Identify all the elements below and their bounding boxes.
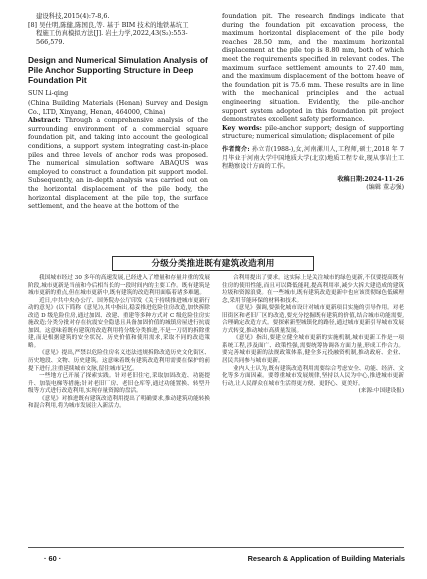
author-info: [222, 146, 404, 172]
editor: (编辑 董志强): [366, 184, 404, 192]
keywords-label: Key words:: [222, 123, 262, 132]
abstract-text-right: foundation pit. The research findings indicate that during the foundation pit excavation process, the maximum horizontal displacement of the pile body reaches 28.50 mm, and the maximum horizontal displacement at the pile top is 8.80 mm, both of which meet the requirements specified in relevant codes. The maximum surface settlement amounts to 27.40 mm, and the maximum displacement of the bottom heave of the foundation pit is 75.6 mm. These results are in line with the mechanical principles and the actual engineering situation. Evidently, the pile-anchor support system adopted in this foundation pit project demonstrates excellent safety performance.: [222, 12, 404, 124]
affiliation: (China Building Materials (Henan) Survey and Design Co., LTD, Xinyang, Henan, 464000, China): [28, 98, 208, 116]
reference-8: [8] 吴仕明,陈健,陈国良,等. 基于 BIM 技术的地铁基坑工 程施工仿真模拟方法[J]. 岩土力学,2022,43(S₂):553- 566,579.: [28, 20, 189, 46]
news-source: (来源:中国建设报): [358, 388, 404, 395]
sub-paragraph: 我国城市经过 30 多年的高速发展,已经进入了增量和存量并重的发展阶段,城市更新是当前和今后相当长的一段时间内的主要工作。既有建筑是城市更新的重点,但在城市更新中,既有建筑的改造利用面临着诸多难题。: [28, 275, 210, 297]
sub-paragraph: 近日,中共中央办公厅、国务院办公厅印发《关于持续推进城市更新行动的意见》(以下简称《意见》),其中指出,稳妥推进危险住房改造,加快拆除改造 D 级危险住房,通过加固、改建、重建等多种方式对 C 级危险住房实施改造;分类分批对存在抗震安全隐患且具备加固价值的城镇房屋进行抗震加固。这意味着既有建筑的改造利用将分级分类推进,不是一刀切的拆除重建,而是根据建筑的安全状况、历史价值和使用需求,采取不同的改造策略。: [28, 297, 210, 349]
news-banner-title: 分级分类推进既有建筑改造利用: [112, 256, 314, 271]
sub-article-left: [28, 275, 210, 411]
keywords-text: pile-anchor support; design of supporting structure; numerical simulation; displacement of pile: [222, 123, 404, 141]
left-column: [28, 12, 208, 211]
abstract-label: Abstract:: [28, 116, 61, 125]
keywords: [222, 124, 404, 141]
right-column: [222, 12, 404, 193]
journal-name: Research & Application of Building Materials: [247, 554, 405, 563]
sub-paragraph: 《意见》对推进既有建筑改造利用提出了明确要求,推动建筑功能转换和混合利用,将为城市发展注入新活力。: [28, 395, 210, 410]
sub-paragraph: 一些地方已开展了探索实践。针对老旧住宅,采取加固改造、功能提升、加装电梯等措施;针对老旧厂房、老旧仓库等,通过功能置换、转型升级等方式进行改造利用,实现存量资源的盘活。: [28, 373, 210, 395]
sub-paragraph: 合利用提出了要求。这实际上是关注城市的绿色更新,不仅要提高既有住房的使用性能,而且可以降低能耗,提高利用率,减少大拆大建造成的建筑垃圾和资源浪费。在一些城市,既有建筑改造更新中也应该贯彻绿色低碳理念,采用节能环保的材料和技术。: [222, 275, 404, 304]
author-name: SUN Li-qing: [28, 89, 69, 98]
sub-article-right: [222, 275, 404, 396]
author-info-text: 孙立青(1988-),女,河南漯川人,工程师,硕士,2018 年 7 月毕业于河南大学中国地质大学(北京)地质工程专业,现从事岩土工程勘察设计方面的工作。: [222, 145, 404, 171]
page-number: · 60 ·: [44, 554, 62, 563]
reference-7-tail: 建设科技,2015(4):7-8,6.: [36, 12, 110, 20]
sub-paragraph: 《意见》指出,要建立健全城市更新的实施机制,城市更新工作是一项系统工程,涉及面广、政策性强,需要统筹协调各方面力量,形成工作合力。要完善城市更新的法规政策体系,健全多元投融资机制,推动政府、企业、居民共同参与城市更新。: [222, 335, 404, 365]
sub-paragraph: 《意见》提出,严禁以危险住房名义违法违规拆除改造历史文化街区、历史地段、文物、历史建筑。这意味着既有建筑改造利用需要在保护的前提下进行,注重延续城市文脉,留住城市记忆。: [28, 350, 210, 372]
sub-paragraph: 《意见》强调,要强化城市设计对城市更新项目实施的引导作用。对老旧街区和老旧厂区的改造,要充分挖掘既有建筑的价值,结合城市功能需要,合理确定改造方式。要探索新型城镇化的路径,通过城市更新引导城市发展方式转变,推动城市高质量发展。: [222, 305, 404, 334]
abstract-text-left: Through a comprehensive analysis of the surrounding environment of a commercial square foundation pit, and taking into account the geological conditions, a support system integrating cast-in-place piles and three levels of anchor rods was proposed. The numerical simulation software ABAQUS was employed to construct a foundation pit support model. Subsequently, an in-depth analysis was carried out on the horizontal displacement of the pile body, the horizontal displacement at the pile top, the surface settlement, and the heave at the bottom of the: [28, 116, 208, 211]
english-title: Design and Numerical Simulation Analysis of Pile Anchor Supporting Structure in Deep Foundation Pit: [28, 55, 208, 86]
author-info-label: 作者简介:: [222, 145, 250, 153]
abstract-left: [28, 116, 208, 211]
received-date: 收稿日期:2024-11-26: [337, 175, 404, 183]
sub-paragraph: 业内人士认为,既有建筑改造利用需要综合考虑安全、功能、经济、文化等多方面因素。要尊重城市发展规律,坚持以人民为中心,推进城市更新行动,让人民群众在城市生活得更方便、更舒心、更美好。: [222, 365, 404, 387]
footer-divider: [28, 547, 404, 548]
